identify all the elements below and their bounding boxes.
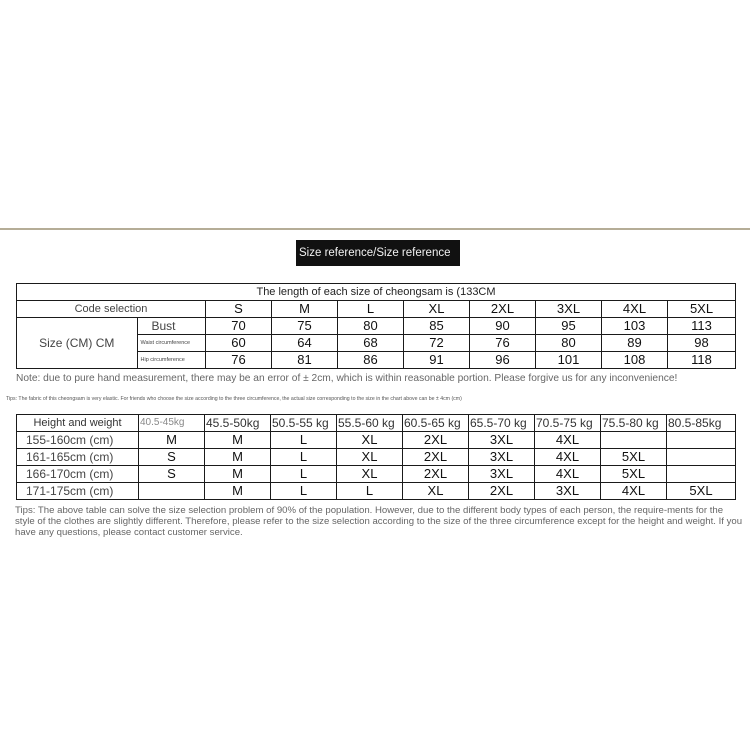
waist-value: 68 — [338, 335, 404, 352]
size-header: XL — [404, 301, 470, 318]
size-selection-tips: Tips: The above table can solve the size selection problem of 90% of the population. However, due to the different body types of each person, the require-ments for the style of the clothes are slightly different. Therefore, please refer to the size selection according to the size of the three circumference except for the height and weight. If you have any questions, please contact customer service. — [15, 505, 743, 538]
hip-value: 118 — [668, 352, 736, 369]
hip-value: 96 — [470, 352, 536, 369]
size-label-block — [17, 318, 206, 368]
hw-cell — [667, 466, 736, 483]
size-header: L — [338, 301, 404, 318]
hw-cell: M — [205, 466, 271, 483]
weight-header: 45.5-50kg — [205, 415, 271, 432]
height-weight-label: Height and weight — [17, 415, 139, 432]
hw-cell: 2XL — [403, 449, 469, 466]
waist-value: 98 — [668, 335, 736, 352]
hw-cell: M — [205, 483, 271, 500]
hw-cell: 2XL — [469, 483, 535, 500]
weight-header: 60.5-65 kg — [403, 415, 469, 432]
hw-cell: M — [205, 449, 271, 466]
weight-header: 80.5-85kg — [667, 415, 736, 432]
hw-cell: L — [271, 449, 337, 466]
hw-cell: 3XL — [469, 449, 535, 466]
hw-cell: L — [271, 432, 337, 449]
code-selection-label: Code selection — [17, 301, 206, 318]
bust-value: 85 — [404, 318, 470, 335]
waist-value: 60 — [206, 335, 272, 352]
bust-value: 80 — [338, 318, 404, 335]
bust-value: 113 — [668, 318, 736, 335]
waist-value: 80 — [536, 335, 602, 352]
hw-cell: 4XL — [535, 449, 601, 466]
size-header: 5XL — [668, 301, 736, 318]
hip-value: 81 — [272, 352, 338, 369]
size-header: 3XL — [536, 301, 602, 318]
size-table — [16, 283, 736, 369]
hw-cell: L — [271, 466, 337, 483]
weight-header: 50.5-55 kg — [271, 415, 337, 432]
size-header: 2XL — [470, 301, 536, 318]
hw-cell: M — [139, 432, 205, 449]
size-header: 4XL — [602, 301, 668, 318]
hw-cell: L — [337, 483, 403, 500]
bust-value: 70 — [206, 318, 272, 335]
height-label: 171-175cm (cm) — [17, 483, 139, 500]
hip-value: 91 — [404, 352, 470, 369]
hw-cell — [667, 449, 736, 466]
waist-label: Waist circumference — [137, 335, 206, 352]
hw-cell — [139, 483, 205, 500]
weight-header: 55.5-60 kg — [337, 415, 403, 432]
hw-cell: XL — [337, 466, 403, 483]
height-label: 166-170cm (cm) — [17, 466, 139, 483]
hw-cell: M — [205, 432, 271, 449]
hip-value: 108 — [602, 352, 668, 369]
divider-line — [0, 228, 750, 230]
measurement-note: Note: due to pure hand measurement, there may be an error of ± 2cm, which is within reasonable portion. Please forgive us for any inconvenience! — [16, 373, 678, 384]
hw-cell: S — [139, 466, 205, 483]
size-table-title: The length of each size of cheongsam is (133CM — [17, 284, 736, 301]
weight-header: 70.5-75 kg — [535, 415, 601, 432]
waist-value: 72 — [404, 335, 470, 352]
hw-cell: L — [271, 483, 337, 500]
hw-cell: XL — [337, 432, 403, 449]
waist-value: 76 — [470, 335, 536, 352]
hw-cell: 3XL — [469, 432, 535, 449]
bust-value: 75 — [272, 318, 338, 335]
hip-value: 76 — [206, 352, 272, 369]
bust-value: 103 — [602, 318, 668, 335]
hw-cell — [667, 432, 736, 449]
hw-cell: 4XL — [601, 483, 667, 500]
hip-label: Hip circumference — [140, 357, 185, 363]
weight-header: 75.5-80 kg — [601, 415, 667, 432]
hw-cell: 2XL — [403, 432, 469, 449]
hw-cell: 4XL — [535, 466, 601, 483]
weight-header: 40.5-45kg — [139, 415, 205, 432]
hip-value: 101 — [536, 352, 602, 369]
hw-cell: XL — [403, 483, 469, 500]
size-header: M — [272, 301, 338, 318]
hw-cell: 5XL — [667, 483, 736, 500]
hw-cell: S — [139, 449, 205, 466]
elastic-fabric-tip: Tips: The fabric of this cheongsam is very elastic. For friends who choose the size according to the three circumference, the actual size corresponding to the size in the chart above can be ± 4cm (cm) — [6, 396, 462, 402]
height-weight-table — [16, 414, 736, 500]
bust-value: 90 — [470, 318, 536, 335]
hip-value: 86 — [338, 352, 404, 369]
hw-cell: 2XL — [403, 466, 469, 483]
hw-cell: 3XL — [469, 466, 535, 483]
waist-value: 64 — [272, 335, 338, 352]
hw-cell: 5XL — [601, 466, 667, 483]
size-header: S — [206, 301, 272, 318]
hw-cell: XL — [337, 449, 403, 466]
hw-cell: 4XL — [535, 432, 601, 449]
hw-cell — [601, 432, 667, 449]
size-cm-label: Size (CM) CM — [17, 318, 137, 368]
hw-cell: 3XL — [535, 483, 601, 500]
weight-header: 65.5-70 kg — [469, 415, 535, 432]
height-label: 161-165cm (cm) — [17, 449, 139, 466]
bust-value: 95 — [536, 318, 602, 335]
size-reference-header: Size reference/Size reference — [296, 240, 460, 266]
height-label: 155-160cm (cm) — [17, 432, 139, 449]
bust-label: Bust — [137, 318, 206, 335]
waist-value: 89 — [602, 335, 668, 352]
hw-cell: 5XL — [601, 449, 667, 466]
